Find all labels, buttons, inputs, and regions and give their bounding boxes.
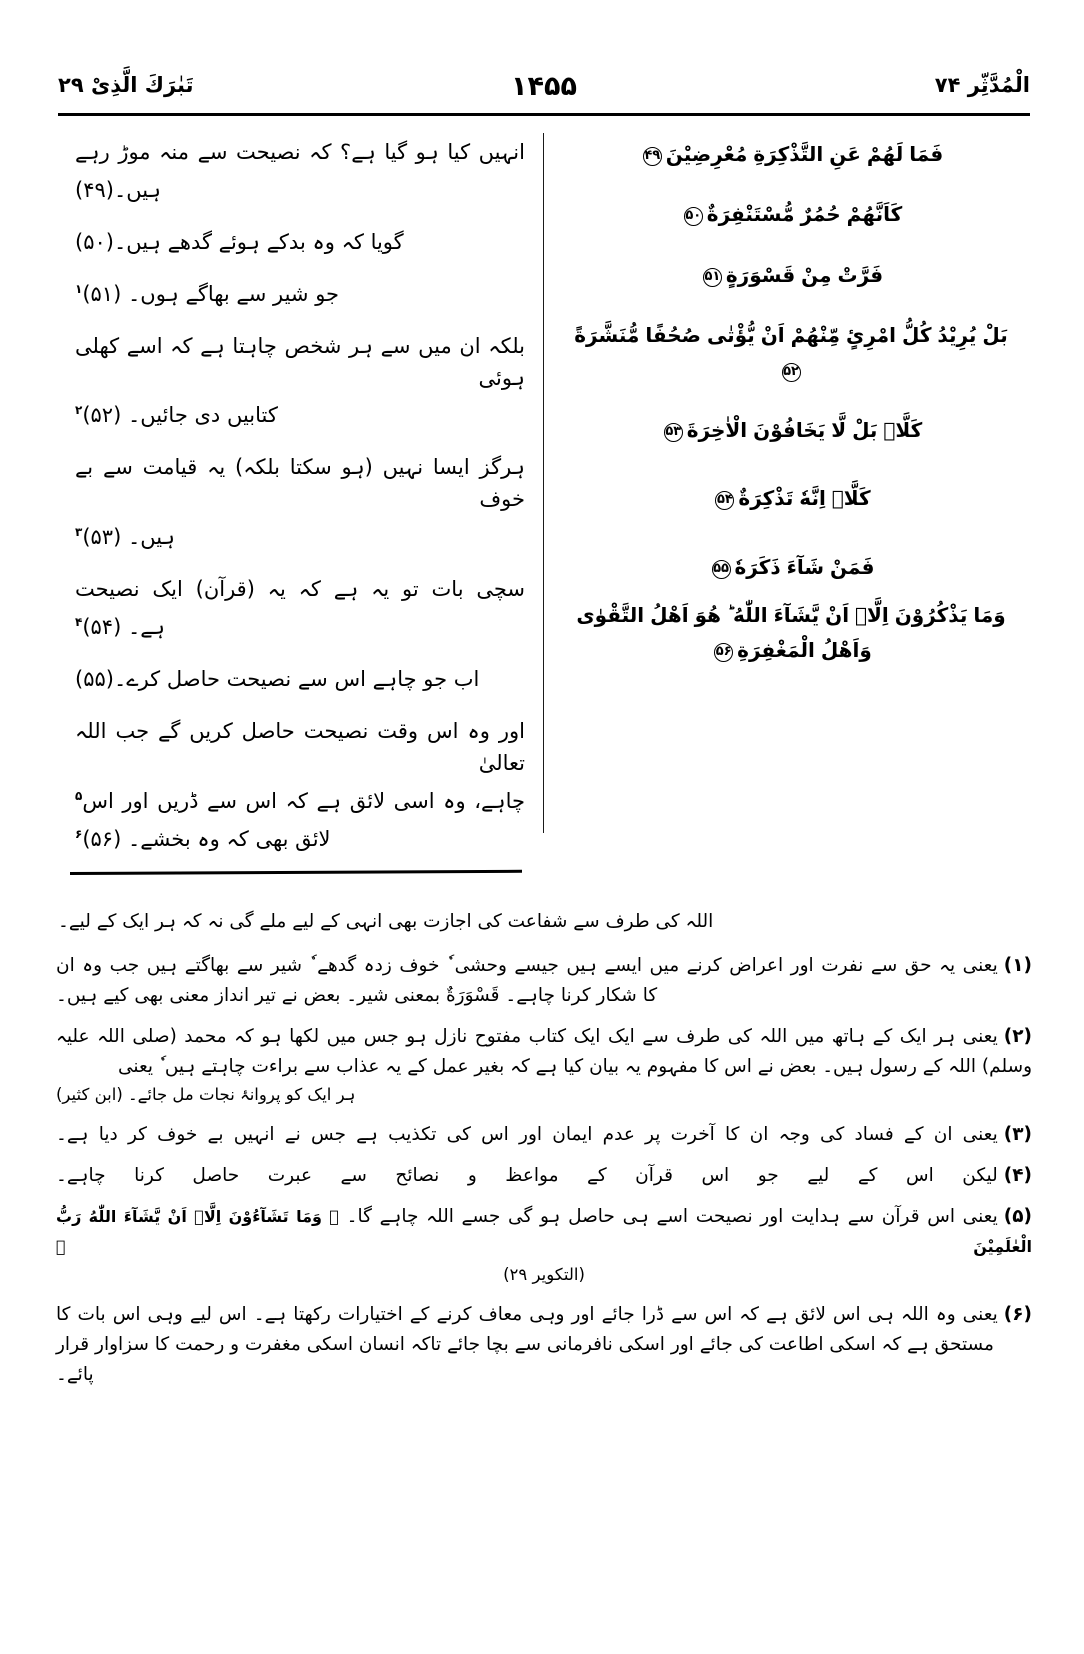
translation-text: چاہے، وہ اسی لائق ہے کہ اس سے ڈریں اور اس xyxy=(82,788,525,813)
footnote-marker: (۶) xyxy=(1003,1303,1032,1325)
footnote-item xyxy=(56,1120,1032,1150)
footnote-body-tail: کا شکار کرنا چاہے۔ قَسْوَرَةٌ بمعنی شیر۔ بعض نے تیر انداز معنی بھی کیے ہیں۔ xyxy=(56,985,658,1007)
ayah-number: ۵۶ xyxy=(714,643,733,662)
footnote-lead-text: اللہ کی طرف سے شفاعت کی اجازت بھی انہی کے لیے ملے گی نہ کہ ہر ایک کے لیے۔ xyxy=(58,911,714,932)
header-juz-title: تَبٰرَكَ الَّذِیْ ۲۹ xyxy=(58,73,194,98)
footnote-item xyxy=(56,951,1032,1011)
ayah-row xyxy=(562,197,1020,231)
translation-line: سچی بات تو یہ ہے کہ یہ (قرآن) ایک نصیحت xyxy=(75,577,525,602)
translation-line xyxy=(75,400,525,432)
translation-line: اور وہ اس وقت نصیحت حاصل کریں گے جب اللہ تعالیٰ xyxy=(75,718,525,775)
column-divider-rule xyxy=(543,133,544,833)
translation-text: جو شیر سے بھاگے ہوں۔ (۵۱) xyxy=(82,281,340,306)
footnote-quran-quote: ﴿ وَمَا تَشَآءُوْنَ اِلَّاۤ اَنْ یَّشَآءَ اللّٰهُ رَبُّ الْعٰلَمِیْنَ ﴾ xyxy=(56,1206,1032,1256)
translation-line: گویا کہ وہ بدکے ہوئے گدھے ہیں۔(۵۰) xyxy=(75,229,404,254)
ayah-number: ۵۴ xyxy=(715,491,734,510)
translation-line: انہیں کیا ہو گیا ہے؟ کہ نصیحت سے منہ موڑ رہے xyxy=(75,140,525,164)
footnote-body: یعنی ہر ایک کے ہاتھ میں اللہ کی طرف سے ایک ایک کتاب مفتوح نازل ہو جس میں لکھا ہو کہ محمد (صلی اللہ علیہ xyxy=(56,1026,998,1048)
footnote-separator-rule xyxy=(70,870,522,875)
ayah-text: فَمَا لَهُمْ عَنِ التَّذْكِرَةِ مُعْرِضِیْنَ xyxy=(665,142,944,166)
ayah-row xyxy=(562,550,1020,584)
footnote-body-continued: وسلم) اللہ کے رسول ہیں۔ بعض نے اس کا مفہوم یہ بیان کیا ہے کہ بغیر عمل کے یہ عذاب سے براءت چاہتے ہیں ٗ یعنی xyxy=(118,1056,1032,1078)
header-divider-rule xyxy=(58,113,1030,116)
translation-line xyxy=(75,279,525,311)
footnote-item xyxy=(56,1161,1032,1191)
page-header xyxy=(58,62,1030,110)
ayah-text: كَلَّاۭ بَلْ لَّا یَخَافُوْنَ الْاٰخِرَةَ xyxy=(686,417,923,442)
ayah-number: ۵۵ xyxy=(712,560,731,579)
footnote-item xyxy=(56,1202,1032,1289)
translation-line xyxy=(75,612,525,644)
arabic-verse-column xyxy=(548,133,1030,848)
footnote-ref: ۵ xyxy=(75,788,83,803)
translation-line: اب جو چاہے اس سے نصیحت حاصل کرے۔(۵۵) xyxy=(75,666,480,691)
page-number: ۱۴۵۵ xyxy=(511,70,577,102)
translation-line: ہرگز ایسا نہیں (ہو سکتا بلکہ) یہ قیامت سے بے خوف xyxy=(75,455,525,512)
ayah-number: ۵۳ xyxy=(664,423,683,442)
verse-block xyxy=(58,133,1030,851)
ayah-text: كَلَّاۤ اِنَّهٗ تَذْكِرَةٌ xyxy=(738,486,871,511)
translation-text: ہیں۔ (۵۳) xyxy=(82,525,175,550)
footnote-body: یعنی وہ اللہ ہی اس لائق ہے کہ اس سے ڈرا جائے اور وہی معاف کرنے کے اختیارات رکھتا ہے۔ اس لیے وہی اس بات کا xyxy=(56,1303,998,1325)
ayah-text: بَلْ یُرِیْدُ كُلُّ امْرِئٍ مِّنْهُمْ اَنْ یُّؤْتٰى صُحُفًا مُّنَشَّرَةً xyxy=(574,323,1008,348)
footnote-body: لیکن اس کے لیے جو اس قرآن کے مواعظ و نصائح سے عبرت حاصل کرنا چاہے۔ xyxy=(56,1164,998,1186)
ayah-row xyxy=(562,258,1020,292)
ayah-text: فَمَنْ شَآءَ ذَكَرَهٗ xyxy=(734,554,875,579)
translation-text: ہے۔ (۵۴) xyxy=(82,614,165,639)
ayah-number: ۵۱ xyxy=(703,268,722,287)
translation-text: لائق بھی کہ وہ بخشے۔ (۵۶) xyxy=(82,826,331,851)
footnote-marker: (۳) xyxy=(1003,1123,1032,1145)
translation-line: بلکہ ان میں سے ہر شخص چاہتا ہے کہ اسے کھلی ہوئی xyxy=(75,333,525,390)
footnotes-section xyxy=(56,908,1032,1400)
ayah-text: فَرَّتْ مِنْ قَسْوَرَةٍ xyxy=(725,262,884,287)
ayah-number: ۴۹ xyxy=(643,147,662,166)
translation-line xyxy=(75,824,525,856)
footnote-marker: (۱) xyxy=(1003,955,1032,977)
translation-text: کتابیں دی جائیں۔ (۵۲) xyxy=(82,403,278,428)
footnote-body-tail: ہر ایک کو پروانۂ نجات مل جائے۔ (ابن کثیر) xyxy=(56,1085,356,1105)
ayah-row xyxy=(562,318,1020,387)
translation-line xyxy=(75,786,525,818)
footnote-marker: (۵) xyxy=(1003,1205,1032,1227)
ayah-row xyxy=(562,137,1020,171)
translation-line: ہیں۔(۴۹) xyxy=(75,177,161,202)
footnote-marker: (۲) xyxy=(1003,1026,1032,1048)
footnote-ref: ۶ xyxy=(75,826,83,841)
footnote-citation: (التکویر ٢٩) xyxy=(503,1264,585,1284)
urdu-translation-column xyxy=(69,133,539,851)
footnote-ref: ۳ xyxy=(75,525,83,540)
footnote-item xyxy=(56,1300,1032,1390)
ayah-number: ۵۰ xyxy=(684,207,703,226)
footnote-body: یعنی ان کے فساد کی وجہ ان کا آخرت پر عدم ایمان اور اس کی تکذیب ہے جس نے انہیں بے خوف کر دیا ہے۔ xyxy=(56,1123,998,1145)
footnote-body-tail: مستحق ہے کہ اسکی اطاعت کی جائے اور اسکی نافرمانی سے بچا جائے تاکہ انسان اسکی مغفرت و رحمت کا سزاوار قرار پائے۔ xyxy=(56,1333,994,1385)
translation-line xyxy=(75,522,525,554)
footnote-marker: (۴) xyxy=(1003,1164,1032,1186)
ayah-row xyxy=(562,413,1020,447)
ayah-row xyxy=(562,481,1020,515)
footnote-body: یعنی یہ حق سے نفرت اور اعراض کرنے میں ایسے ہیں جیسے وحشی ٗ خوف زدہ گدھے ٗ شیر سے بھاگتے ہیں جب وہ ان xyxy=(56,955,998,977)
ayah-text: وَمَا یَذْكُرُوْنَ اِلَّاۤ اَنْ یَّشَآءَ اللّٰهُ ؕ هُوَ اَهْلُ التَّقْوٰى وَاَهْلُ الْمَغْفِرَةِ xyxy=(576,603,1006,662)
footnote-ref: ۲ xyxy=(75,403,83,418)
header-surah-title: الْمُدَّثِّر ۷۴ xyxy=(934,73,1030,98)
ayah-number: ۵۲ xyxy=(782,363,801,382)
footnote-item xyxy=(56,1022,1032,1109)
footnote-ref: ۱ xyxy=(75,281,83,296)
footnote-body: یعنی اس قرآن سے ہدایت اور نصیحت اسے ہی حاصل ہو گی جسے اللہ چاہے گا۔ xyxy=(346,1205,998,1227)
ayah-row xyxy=(562,598,1020,667)
ayah-text: كَاَنَّهُمْ حُمُرٌ مُّسْتَنْفِرَةٌ xyxy=(706,202,903,227)
footnote-ref: ۴ xyxy=(75,614,83,629)
